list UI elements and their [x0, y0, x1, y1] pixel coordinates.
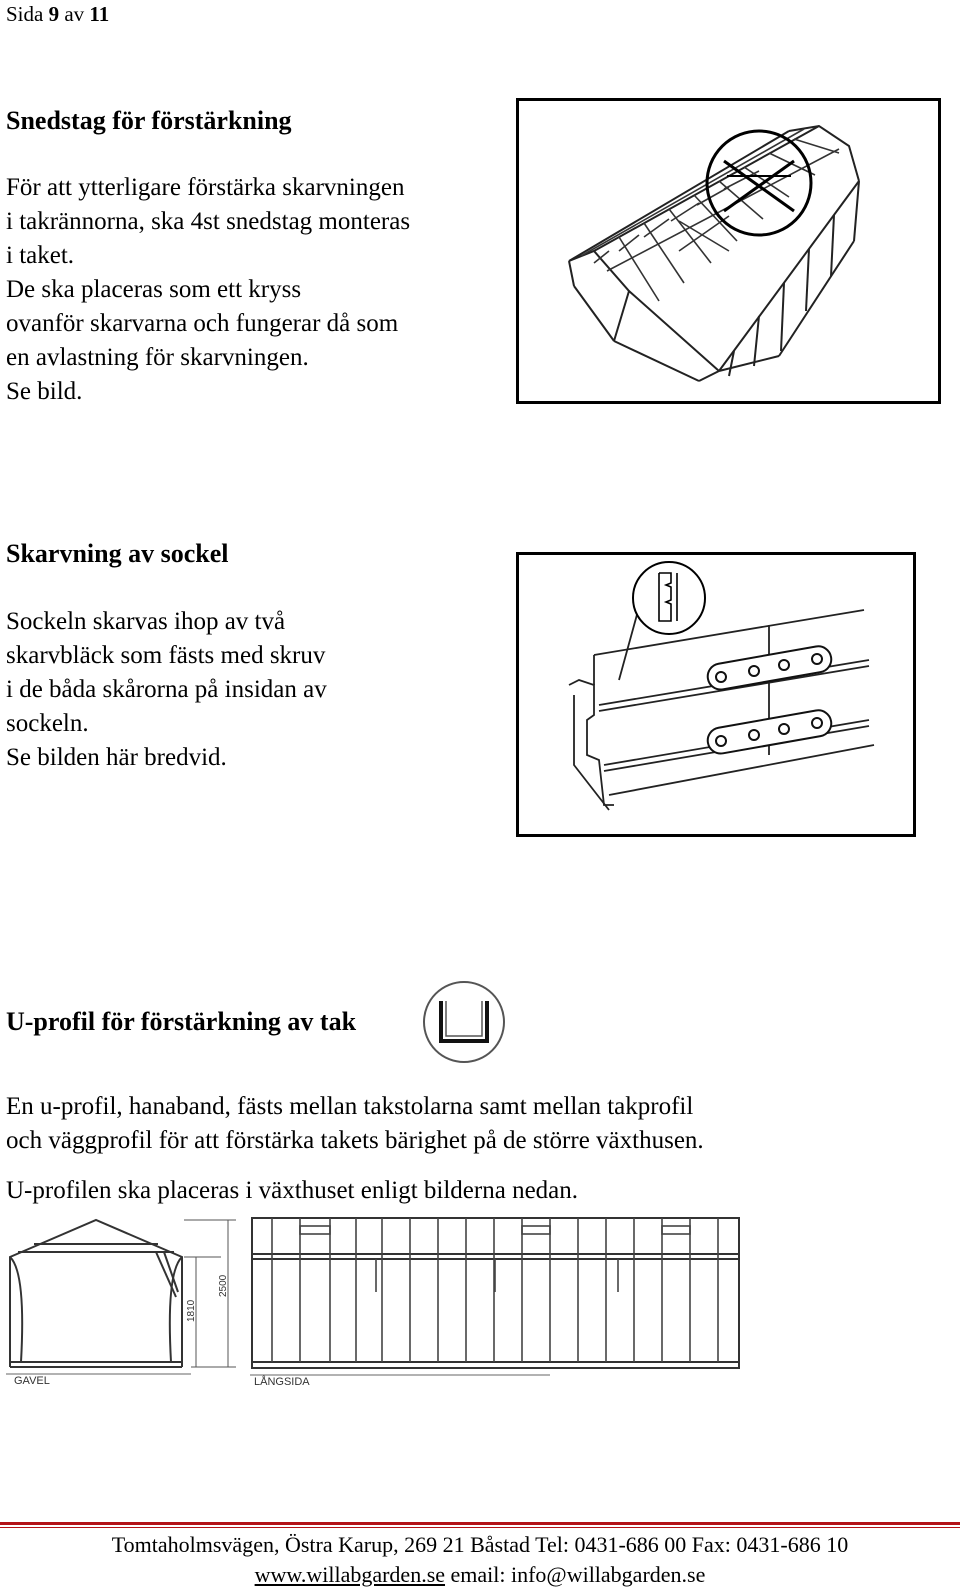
sockel-joint-drawing — [519, 555, 913, 834]
text-line: skarvbläck som fästs med skruv — [6, 642, 326, 669]
footer-rule-thick — [0, 1522, 960, 1525]
text-line: Se bilden här bredvid. — [6, 744, 227, 771]
footer-email[interactable]: email: info@willabgarden.se — [450, 1562, 706, 1587]
uprofil-note: U-profilen ska placeras i växthuset enligt bilderna nedan. — [6, 1177, 579, 1204]
section-heading-uprofil: U-profil för förstärkning av tak — [6, 1007, 357, 1036]
u-profile-icon — [421, 979, 507, 1070]
sockel-joint-figure — [516, 552, 916, 837]
gavel-drawing — [6, 1212, 242, 1407]
greenhouse-roof-figure — [516, 98, 941, 404]
page-current: 9 — [48, 2, 60, 26]
text-line: och väggprofil för att förstärka takets bärighet på de större växthusen. — [6, 1127, 704, 1154]
section-heading-sockel: Skarvning av sockel — [6, 539, 229, 568]
dim-1810-label: 1810 — [186, 1299, 197, 1322]
text-line: i taket. — [6, 242, 75, 269]
page-number — [6, 2, 109, 27]
text-line: Sockeln skarvas ihop av två — [6, 608, 286, 635]
section-heading-snedstag: Snedstag för förstärkning — [6, 106, 292, 135]
footer-contact — [0, 1562, 960, 1588]
text-line: För att ytterligare förstärka skarvningen — [6, 174, 405, 201]
text-line: en avlastning för skarvningen. — [6, 344, 309, 371]
gavel-label: GAVEL — [14, 1375, 50, 1387]
text-line: Se bild. — [6, 378, 83, 405]
text-line: ovanför skarvarna och fungerar då som — [6, 310, 399, 337]
footer-rule-thin — [0, 1527, 960, 1528]
greenhouse-roof-drawing — [519, 101, 938, 401]
langsida-drawing — [250, 1212, 745, 1407]
text-line: sockeln. — [6, 710, 89, 737]
website-link[interactable]: www.willabgarden.se — [254, 1562, 446, 1587]
langsida-label: LÅNGSIDA — [254, 1376, 310, 1388]
text-line: De ska placeras som ett kryss — [6, 276, 302, 303]
text-line: i de båda skårorna på insidan av — [6, 676, 327, 703]
page-label: Sida — [6, 2, 44, 26]
section-text-uprofil — [6, 1090, 704, 1158]
section-text-sockel — [6, 605, 327, 775]
dim-2500-label: 2500 — [218, 1274, 229, 1297]
footer-address: Tomtaholmsvägen, Östra Karup, 269 21 Båstad Tel: 0431-686 00 Fax: 0431-686 10 — [111, 1532, 849, 1557]
page-total: 11 — [89, 2, 110, 26]
text-line: i takrännorna, ska 4st snedstag monteras — [6, 208, 411, 235]
text-line: En u-profil, hanaband, fästs mellan takstolarna samt mellan takprofil — [6, 1093, 694, 1120]
section-text-snedstag — [6, 171, 410, 409]
page-sep: av — [64, 2, 85, 26]
